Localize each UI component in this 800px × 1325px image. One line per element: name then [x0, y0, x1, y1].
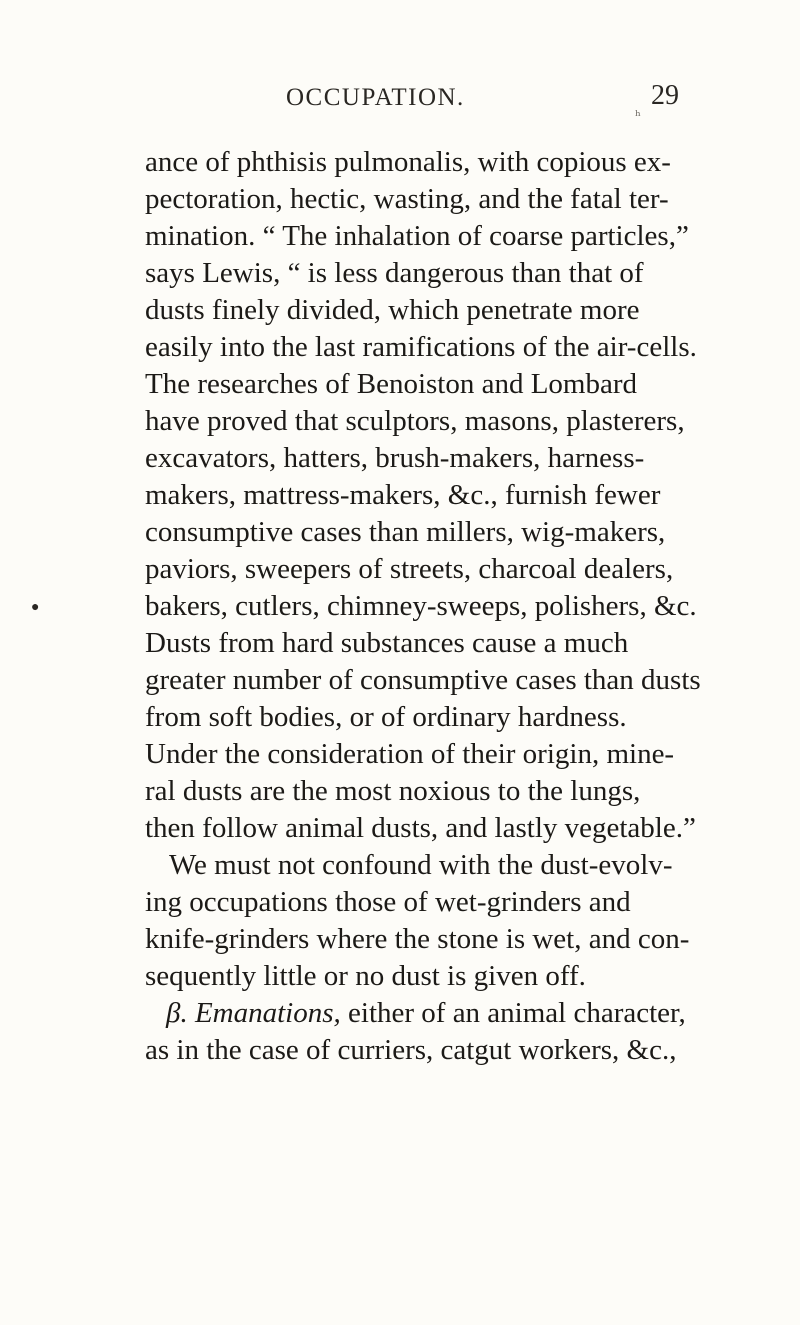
text-line: says Lewis, “ is less dangerous than that of — [145, 257, 644, 289]
text-line: consumptive cases than millers, wig-makers, — [145, 516, 666, 548]
text-line: makers, mattress-makers, &c., furnish fewer — [145, 479, 661, 511]
text-line: have proved that sculptors, masons, plasterers, — [145, 405, 685, 437]
text-line: bakers, cutlers, chimney-sweeps, polishers, &c. — [145, 590, 697, 622]
text-line: from soft bodies, or of ordinary hardness. — [145, 701, 627, 733]
page-number: 29 — [651, 80, 679, 111]
margin-bullet-mark: ● — [31, 600, 40, 615]
beta-label: β. — [166, 997, 188, 1029]
emanations-word: Emanations, — [194, 997, 341, 1029]
text-line: then follow animal dusts, and lastly vegetable.” — [145, 812, 696, 844]
stray-ink-mark: ₕ — [635, 105, 642, 120]
text-line: dusts finely divided, which penetrate more — [145, 294, 640, 326]
text-line: knife-grinders where the stone is wet, and con- — [145, 923, 690, 955]
text-line: Dusts from hard substances cause a much — [145, 627, 629, 659]
text-line: mination. “ The inhalation of coarse particles,” — [145, 220, 689, 252]
text-line: ance of phthisis pulmonalis, with copious ex- — [145, 146, 671, 178]
text-line: greater number of consumptive cases than dusts — [145, 664, 701, 696]
text-line: The researches of Benoiston and Lombard — [145, 368, 638, 400]
text-line: easily into the last ramifications of the air-cells. — [145, 331, 697, 363]
text-line-beta — [166, 995, 686, 1031]
text-line: excavators, hatters, brush-makers, harness- — [145, 442, 645, 474]
text-line: pectoration, hectic, wasting, and the fatal ter- — [145, 183, 669, 215]
text-line: paviors, sweepers of streets, charcoal dealers, — [145, 553, 674, 585]
running-head-title: OCCUPATION. — [286, 84, 465, 111]
text-line-rest: either of an animal character, — [348, 997, 686, 1029]
text-line: Under the consideration of their origin, mine- — [145, 738, 675, 770]
text-line: as in the case of curriers, catgut workers, &c., — [145, 1034, 677, 1066]
text-line: We must not confound with the dust-evolv- — [169, 849, 673, 881]
text-line: sequently little or no dust is given off. — [145, 960, 586, 992]
text-line: ing occupations those of wet-grinders and — [145, 886, 631, 918]
text-line: ral dusts are the most noxious to the lungs, — [145, 775, 641, 807]
